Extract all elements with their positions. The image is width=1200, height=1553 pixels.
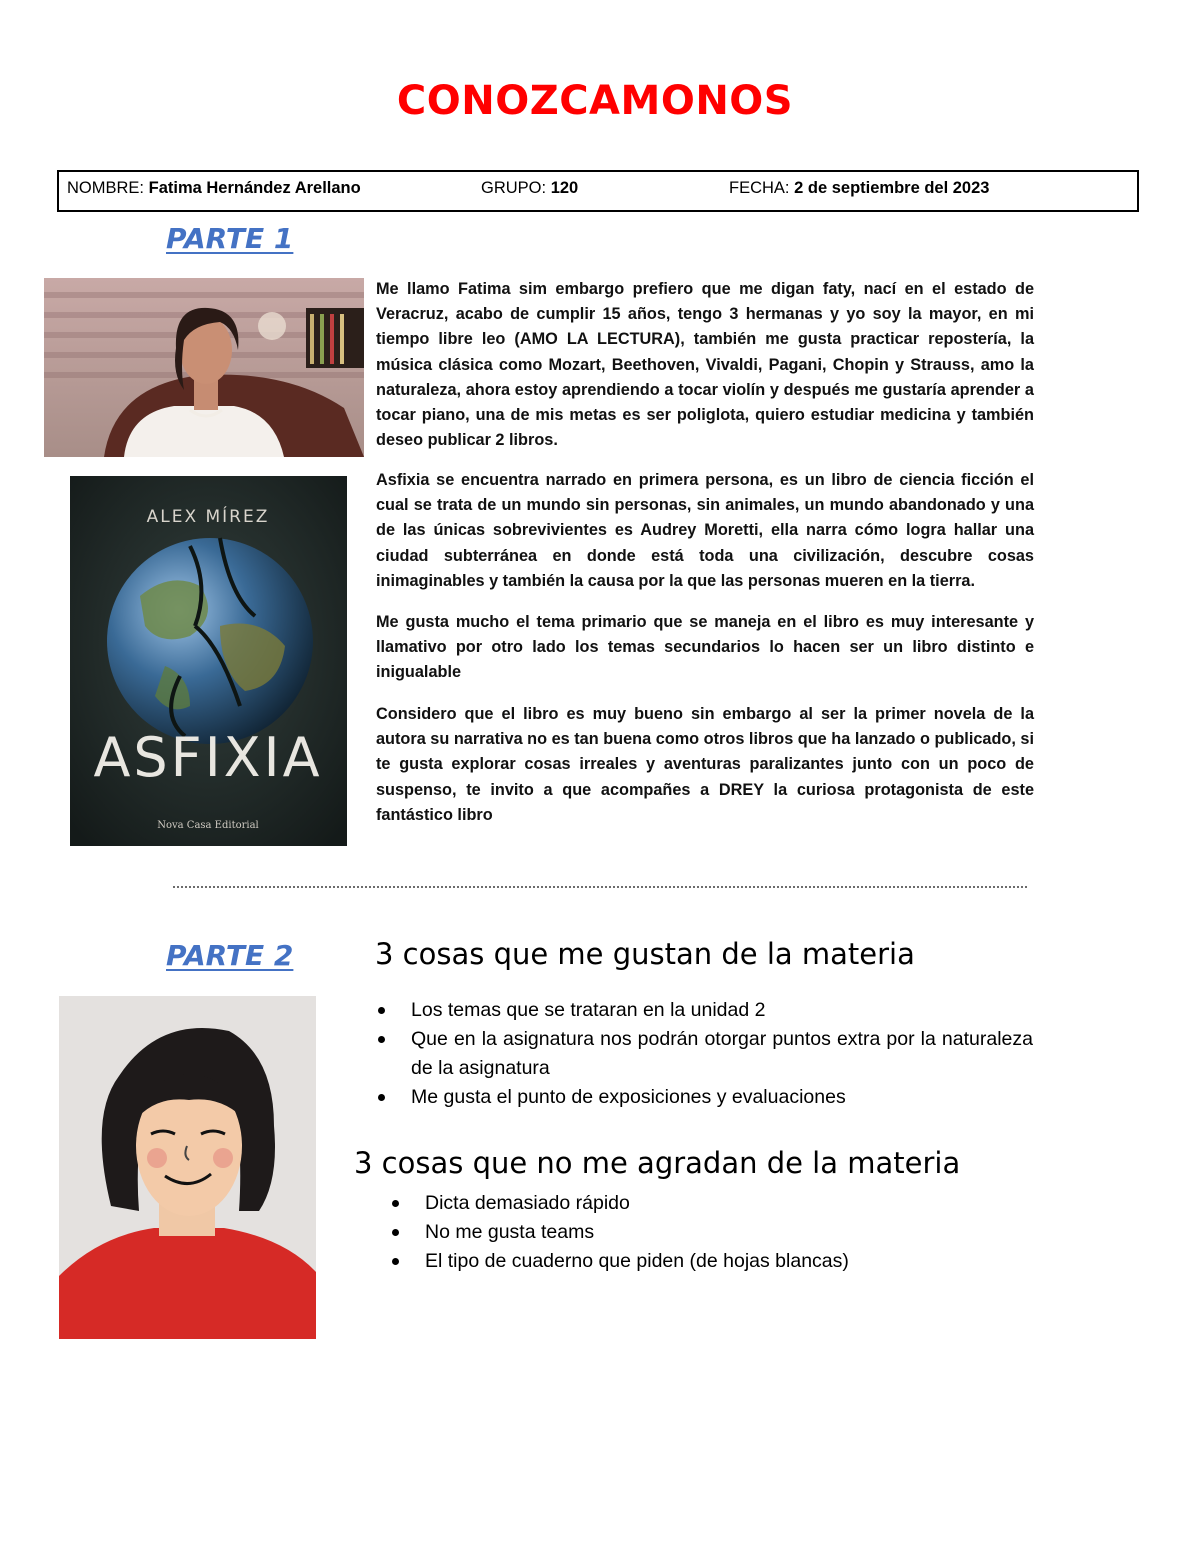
self-portrait-drawing xyxy=(59,996,316,1339)
list-item: Los temas que se trataran en la unidad 2 xyxy=(411,996,1033,1025)
student-photo xyxy=(44,278,364,457)
dislikes-heading: 3 cosas que no me agradan de la materia xyxy=(354,1146,961,1180)
grupo-value: 120 xyxy=(550,179,579,197)
grupo-label: GRUPO: xyxy=(481,179,547,197)
parte2-heading: PARTE 2 xyxy=(166,939,294,972)
list-item: Me gusta el punto de exposiciones y evaluaciones xyxy=(411,1083,1033,1112)
grupo-field xyxy=(481,179,578,198)
list-item: Dicta demasiado rápido xyxy=(425,1189,1025,1218)
nombre-field xyxy=(67,179,361,198)
list-item: El tipo de cuaderno que piden (de hojas blancas) xyxy=(425,1247,1025,1276)
fecha-label: FECHA: xyxy=(729,179,790,197)
book-cover xyxy=(70,476,347,846)
nombre-label: NOMBRE: xyxy=(67,179,145,197)
likes-list xyxy=(411,996,1033,1112)
nombre-value: Fatima Hernández Arellano xyxy=(148,179,361,197)
book-title: ASFIXIA xyxy=(93,726,323,789)
list-item: Que en la asignatura nos podrán otorgar puntos extra por la naturaleza de la asignatura xyxy=(411,1025,1033,1083)
book-publisher: Nova Casa Editorial xyxy=(157,820,259,831)
bullet-icon xyxy=(392,1200,399,1207)
bullet-icon xyxy=(378,1036,385,1043)
likes-heading: 3 cosas que me gustan de la materia xyxy=(375,937,915,971)
intro-paragraph: Me llamo Fatima sim embargo prefiero que me digan faty, nací en el estado de Veracruz, acabo de cumplir 15 años, tengo 3 hermanas y yo soy la mayor, en mi tiempo libre leo (AMO LA LECTURA), también me gusta practicar repostería, la música clásica como Mozart, Beethoven, Vivaldi, Pagani, Chopin y Strauss, amo la naturaleza, ahora estoy aprendiendo a tocar violín y después me gustaría aprender a tocar piano, una de mis metas es ser poliglota, quiero estudiar medicina y también deseo publicar 2 libros. xyxy=(376,280,1034,450)
book-summary-paragraph: Asfixia se encuentra narrado en primera persona, es un libro de ciencia ficción el cual se trata de un mundo sin personas, sin animales, un mundo abandonado y una de las únicas sobrevivientes es Audrey Moretti, ella narra cómo logra hallar una ciudad subterránea en donde está toda una civilización, descubre cosas inimaginables y también la causa por la que las personas mueren en la tierra. xyxy=(376,471,1034,590)
list-item: No me gusta teams xyxy=(425,1218,1025,1247)
book-author: ALEX MÍREZ xyxy=(146,507,270,527)
section-divider xyxy=(172,884,1028,890)
dislikes-list xyxy=(425,1189,1025,1276)
bullet-icon xyxy=(378,1094,385,1101)
page-title: CONOZCAMONOS xyxy=(396,78,794,124)
fecha-field xyxy=(729,179,989,198)
book-recommendation-paragraph: Considero que el libro es muy bueno sin embargo al ser la primer novela de la autora su narrativa no es tan buena como otros libros que ha lanzado o publicado, si te gusta explorar cosas irreales y aventuras paralizantes junto con un poco de suspenso, te invito a que acompañes a DREY la curiosa protagonista de este fantástico libro xyxy=(376,705,1034,824)
fecha-value: 2 de septiembre del 2023 xyxy=(794,179,990,197)
bullet-icon xyxy=(392,1229,399,1236)
bullet-icon xyxy=(378,1007,385,1014)
bullet-icon xyxy=(392,1258,399,1265)
parte1-heading: PARTE 1 xyxy=(166,222,294,255)
book-opinion-paragraph: Me gusta mucho el tema primario que se maneja en el libro es muy interesante y llamativo por otro lado los temas secundarios lo hacen ser un libro distinto e inigualable xyxy=(376,613,1034,682)
student-info-box xyxy=(57,170,1139,212)
